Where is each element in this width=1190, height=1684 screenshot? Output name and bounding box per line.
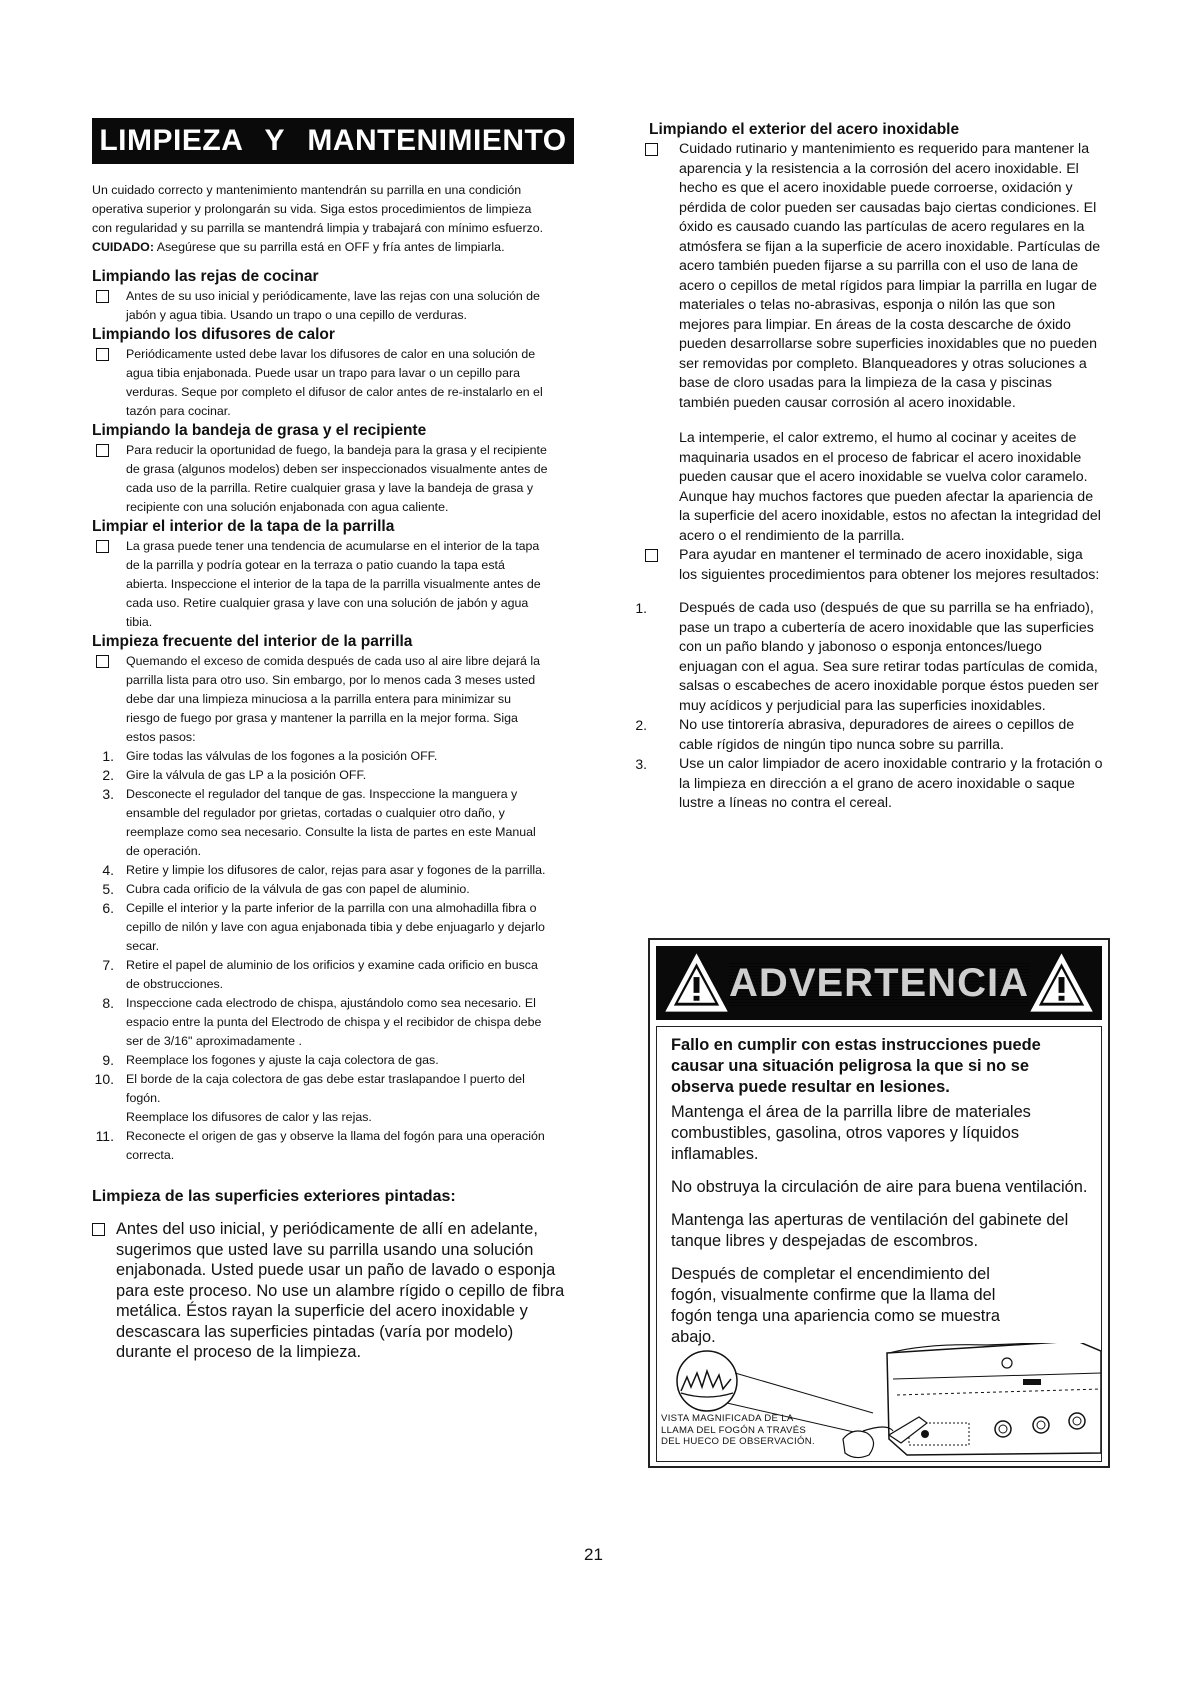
warning-content: [656, 1026, 1102, 1462]
list-item: [92, 441, 548, 517]
step-item: 11. Reconecte el origen de gas y observe la llama del fogón para una operación correcta.: [95, 1128, 545, 1162]
checkbox-icon: [96, 290, 109, 303]
checkbox-icon: [96, 540, 109, 553]
warning-banner: [656, 946, 1102, 1020]
list-item: [643, 140, 1103, 413]
step-item: 7. Retire el papel de aluminio de los orificios y examine cada orificio en busca de obstrucciones.: [102, 957, 538, 991]
list-item: [92, 345, 548, 421]
right-column: [635, 120, 1109, 814]
section-text: Cuidado rutinario y mantenimiento es requerido para mantener la aparencia y la resistencia a la corrosión del acero inoxidable. El hecho es que el acero inoxidable puede corroerse, oxidación y pérdida de color pueden ser causadas bajo ciertas condiciones. El óxido es causado cuando las partículas de acero regulares en la atmósfera se fijan a la superficie de acero inoxidable. Partículas de acero también pueden fijarse a su parrilla con el uso de lana de acero o cepillos de metal rígidos para limpiar la parrilla en lugar de materiales o telas no-abrasivas, esponja o nilón las que son mejores para limpiar. En áreas de la costa descarche de óxido pueden desarrollarse sobre superficies inoxidables que no pueden ser removidas por completo. Blanqueadores y otras soluciones a base de cloro usadas para la limpieza de la casa y piscinas también pueden causar corrosión al acero inoxidable.: [679, 141, 1101, 411]
section-heading: Limpieza de las superficies exteriores pintadas:: [92, 1188, 456, 1205]
warning-triangle-icon: [1029, 951, 1094, 1015]
section-text: Quemando el exceso de comida después de cada uso al aire libre dejará la parrilla lista para otro uso. Sin embargo, por lo menos cada 3 meses usted debe dar una limpieza minuciosa a la parrilla entera para minimizar su riesgo de fuego por grasa y mantener la parrilla en la mejor forma. Siga estos pasos:: [126, 654, 540, 744]
list-item: [643, 546, 1103, 585]
step-item: 3. Desconecte el regulador del tanque de gas. Inspeccione la manguera y ensamble del regulador por grietas, cortadas o cualquier otro daño, y reemplaze como sea necesario. Consulte la lista de partes en este Manual de operación.: [102, 786, 536, 858]
warning-paragraph: No obstruya la circulación de aire para buena ventilación.: [671, 1178, 1088, 1196]
section-heading: Limpiar el interior de la tapa de la parrilla: [92, 518, 395, 535]
step-item: 9. Reemplace los fogones y ajuste la caja colectora de gas.: [102, 1052, 439, 1068]
section-text: Antes de su uso inicial y periódicamente, lave las rejas con una solución de jabón y agua tibia. Usando un trapo o una cepillo de verduras.: [126, 289, 540, 322]
checkbox-icon: [645, 549, 658, 562]
section-text: Periódicamente usted debe lavar los difusores de calor en una solución de agua tibia enjabonada. Puede usar un trapo para lavar o un cepillo para verduras. Seque por completo el difusor de calor antes de re-instalarlo en el tazón para cocinar.: [126, 347, 543, 418]
section-heading: Limpiando las rejas de cocinar: [92, 268, 319, 285]
caution-note: [92, 238, 544, 257]
checkbox-icon: [96, 655, 109, 668]
checkbox-icon: [96, 348, 109, 361]
step-item: 5. Cubra cada orificio de la válvula de gas con papel de aluminio.: [102, 881, 470, 897]
page-number: 21: [584, 1545, 603, 1564]
step-item: 10. El borde de la caja colectora de gas debe estar traslapandoe l puerto del fogón.: [94, 1071, 525, 1105]
section-heading: Limpiando los difusores de calor: [92, 326, 335, 343]
list-item: [92, 287, 548, 325]
steps-list: [92, 747, 548, 1165]
warning-headline: Fallo en cumplir con estas instrucciones puede causar una situación peligrosa la que si no se observa puede resultar en lesiones.: [671, 1036, 1041, 1096]
page-title: LIMPIEZA Y MANTENIMIENTO: [92, 118, 574, 164]
flame-illustration: [657, 1343, 1101, 1461]
checkbox-icon: [645, 143, 658, 156]
paragraph: La intemperie, el calor extremo, el humo al cocinar y aceites de maquinaria usados en el proceso de fabricar el acero inoxidable pueden causar que el acero inoxidable se vuelva color caramelo. Aunque hay muchos factores que pueden afectar la apariencia de la superficie del acero inoxidable, estos no afectan la integridad del acero o el rendimiento de la parrilla.: [679, 430, 1101, 544]
step-item: 1. Después de cada uso (después de que su parrilla se ha enfriado), pase un trapo a cubertería de acero inoxidable que las superficies con un paño blando y jabonoso o esponja entonces/luego enjuagan con el agua. Sea sure retirar todas partículas de comida, salsas o escabeches de acero inoxidable porque éstos pueden ser muy acídicos y perjudicial para las superficies inoxidables.: [635, 600, 1099, 714]
caution-label: CUIDADO:: [92, 240, 154, 254]
step-item: 8. Inspeccione cada electrodo de chispa, ajustándolo como sea necesario. El espacio entre la punta del Electrodo de chispa y el recibidor de chispa debe ser de 3/16" aproximadamente .: [102, 995, 542, 1048]
section-heading: Limpiando el exterior del acero inoxidable: [649, 121, 960, 138]
checkbox-icon: [92, 1223, 105, 1236]
left-column: [92, 118, 592, 1363]
section-text: Para ayudar en mantener el terminado de acero inoxidable, siga los siguientes procedimientos para obtener los mejores resultados:: [679, 547, 1100, 583]
caution-text: Asegúrese que su parrilla está en OFF y fría antes de limpiarla.: [156, 240, 505, 254]
step-item: 6. Cepille el interior y la parte inferior de la parrilla con una almohadilla fibra o cepillo de nilón y lave con agua enjabonada tibia y debe enjuagarlo y dejarlo secar.: [102, 900, 545, 953]
list-item: [92, 537, 548, 632]
checkbox-icon: [96, 444, 109, 457]
step-item: 2. Gire la válvula de gas LP a la posición OFF.: [102, 767, 367, 783]
step-item: 1. Gire todas las válvulas de los fogones a la posición OFF.: [102, 748, 438, 764]
step-item: 3. Use un calor limpiador de acero inoxidable contrario y la frotación o la limpieza en dirección a el grano de acero inoxidable o saque lustre a líneas no contra el cereal.: [635, 756, 1103, 811]
step-item: 4. Retire y limpie los difusores de calor, rejas para asar y fogones de la parrilla.: [102, 862, 546, 878]
warning-title: ADVERTENCIA: [729, 960, 1029, 1005]
step-item-continued: Reemplace los difusores de calor y las rejas.: [126, 1110, 372, 1124]
warning-paragraph: Mantenga las aperturas de ventilación del gabinete del tanque libres y despejadas de escombros.: [671, 1211, 1069, 1250]
intro-text: Un cuidado correcto y mantenimiento mantendrán su parrilla en una condición operativa superior y prolongarán su vida. Siga estos procedimientos de limpieza con regularidad y su parrilla se mantendrá limpia y trabajará con mínimo esfuerzo.: [92, 183, 544, 235]
step-item: 2. No use tintorería abrasiva, depuradores de airees o cepillos de cable rígidos de ningún tipo nunca sobre su parrilla.: [635, 717, 1075, 753]
warning-paragraph: Mantenga el área de la parrilla libre de materiales combustibles, gasolina, otros vapores y líquidos inflamables.: [671, 1103, 1031, 1163]
section-text: Antes del uso inicial, y periódicamente de allí en adelante, sugerimos que usted lave su parrilla usando una solución enjabonada. Usted puede usar un paño de lavado o esponja para este proceso. No use un alambre rígido o cepillo de fibra metálica. Éstos rayan la superficie del acero inoxidable y descascara las superficies pintadas (varía por modelo) durante el proceso de la limpieza.: [116, 1220, 565, 1361]
illustration-caption: VISTA MAGNIFICADA DE LA LLAMA DEL FOGÓN A TRAVÉS DEL HUECO DE OBSERVACIÓN.: [661, 1413, 815, 1447]
list-item: [92, 652, 548, 747]
warning-triangle-icon: [664, 951, 729, 1015]
steps-list: [635, 599, 1103, 814]
section-text: La grasa puede tener una tendencia de acumularse en el interior de la tapa de la parrilla y podría gotear en la terraza o patio cuando la tapa está abierta. Inspeccione el interior de la tapa de la parrilla visualmente antes de cada uso. Retire cualquier grasa y lave con una solución de jabón y agua tibia.: [126, 539, 541, 629]
warning-box: [648, 938, 1110, 1468]
warning-paragraph: Después de completar el encendimiento del fogón, visualmente confirme que la llama del fogón tenga una apariencia como se muestra abajo.: [671, 1265, 1000, 1346]
section-text: Para reducir la oportunidad de fuego, la bandeja para la grasa y el recipiente de grasa (algunos modelos) deben ser inspeccionados visualmente antes de cada uso de la parrilla. Retire cualquier grasa y lave la bandeja de grasa y recipiente con una solución enjabonada con agua caliente.: [126, 443, 548, 514]
section-heading: Limpieza frecuente del interior de la parrilla: [92, 633, 413, 650]
list-item: [92, 1219, 572, 1363]
section-heading: Limpiando la bandeja de grasa y el recipiente: [92, 422, 427, 439]
